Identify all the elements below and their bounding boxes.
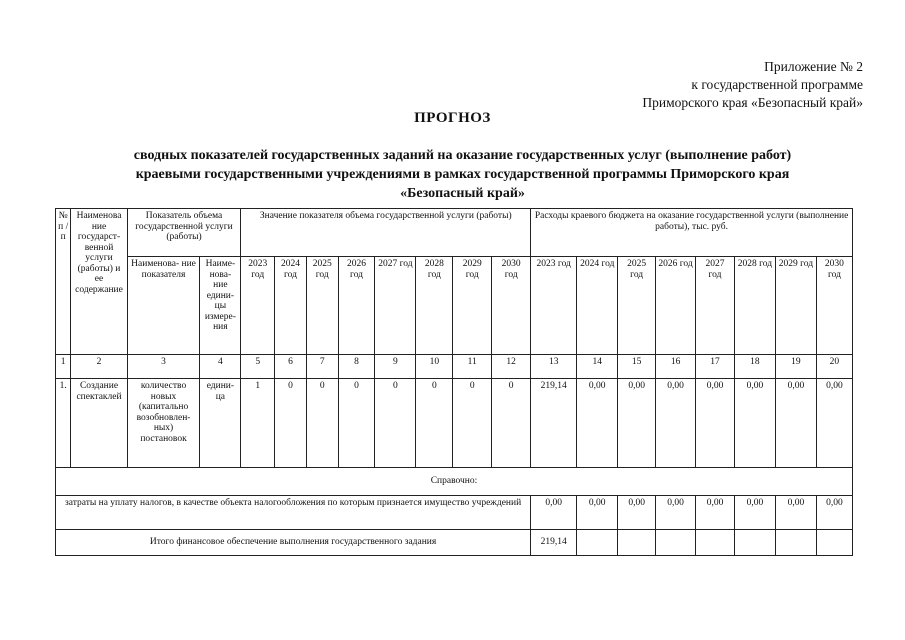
- column-number: 9: [375, 355, 416, 379]
- header-service-name: Наименова ние государст- венной услуги (работы) и ее содержание: [71, 209, 127, 355]
- value-cell: 0: [453, 379, 492, 467]
- expense-cell: 0,00: [656, 379, 696, 467]
- taxes-cell: 0,00: [618, 495, 656, 529]
- indicator-unit: едини- ца: [200, 379, 241, 467]
- value-cell: 0: [375, 379, 416, 467]
- subtitle-line-1: сводных показателей государственных заданий на оказание государственных услуг (выполнение работ): [133, 148, 792, 163]
- column-number: 15: [618, 355, 656, 379]
- empty-cell: [618, 529, 656, 555]
- header-indicator: Показатель объема государственной услуги (работы): [127, 209, 241, 257]
- column-number: 14: [577, 355, 618, 379]
- column-number: 8: [338, 355, 375, 379]
- taxes-label: затраты на уплату налогов, в качестве объекта налогообложения по которым признается имущество учреждений: [56, 495, 531, 529]
- value-cell: 1: [241, 379, 275, 467]
- header-expense-year: 2026 год: [656, 257, 696, 355]
- taxes-cell: 0,00: [775, 495, 816, 529]
- empty-cell: [656, 529, 696, 555]
- empty-cell: [577, 529, 618, 555]
- taxes-cell: 0,00: [816, 495, 852, 529]
- forecast-table: [55, 208, 853, 556]
- header-value-year: 2023 год: [241, 257, 275, 355]
- column-number: 2: [71, 355, 127, 379]
- taxes-cell: 0,00: [656, 495, 696, 529]
- column-number: 18: [734, 355, 775, 379]
- total-label: Итого финансовое обеспечение выполнения государственного задания: [56, 529, 531, 555]
- expense-cell: 0,00: [816, 379, 852, 467]
- value-cell: 0: [306, 379, 338, 467]
- header-indicator-unit: Наиме- нова- ние едини- цы измере- ния: [200, 257, 241, 355]
- table-row: [56, 379, 853, 467]
- row-number: 1.: [56, 379, 71, 467]
- appendix-line-2: к государственной программе: [691, 77, 863, 92]
- empty-cell: [696, 529, 735, 555]
- taxes-cell: 0,00: [696, 495, 735, 529]
- column-numbers-row: [56, 355, 853, 379]
- appendix-line-3: Приморского края «Безопасный край»: [642, 95, 863, 110]
- header-expense-year: 2029 год: [775, 257, 816, 355]
- header-expense-year: 2023 год: [531, 257, 577, 355]
- reference-row: [56, 467, 853, 495]
- value-cell: 0: [275, 379, 307, 467]
- appendix-block: [603, 58, 863, 112]
- header-expense-year: 2027 год: [696, 257, 735, 355]
- column-number: 7: [306, 355, 338, 379]
- taxes-cell: 0,00: [734, 495, 775, 529]
- total-row: [56, 529, 853, 555]
- header-expenses-group: Расходы краевого бюджета на оказание государственной услуги (выполнение работы), тыс. руб.: [531, 209, 853, 257]
- taxes-row: [56, 495, 853, 529]
- appendix-line-1: Приложение № 2: [764, 59, 863, 74]
- column-number: 3: [127, 355, 200, 379]
- column-number: 4: [200, 355, 241, 379]
- expense-cell: 0,00: [577, 379, 618, 467]
- taxes-cell: 0,00: [577, 495, 618, 529]
- column-number: 13: [531, 355, 577, 379]
- header-value-year: 2025 год: [306, 257, 338, 355]
- empty-cell: [816, 529, 852, 555]
- column-number: 12: [492, 355, 531, 379]
- subtitle-line-3: «Безопасный край»: [400, 186, 525, 201]
- column-number: 16: [656, 355, 696, 379]
- header-value-year: 2030 год: [492, 257, 531, 355]
- column-number: 19: [775, 355, 816, 379]
- column-number: 11: [453, 355, 492, 379]
- header-expense-year: 2030 год: [816, 257, 852, 355]
- empty-cell: [734, 529, 775, 555]
- value-cell: 0: [416, 379, 453, 467]
- header-value-year: 2028 год: [416, 257, 453, 355]
- indicator-name: количество новых (капитально возобновлен- ных) постановок: [127, 379, 200, 467]
- header-expense-year: 2028 год: [734, 257, 775, 355]
- column-number: 5: [241, 355, 275, 379]
- header-value-year: 2027 год: [375, 257, 416, 355]
- value-cell: 0: [492, 379, 531, 467]
- column-number: 20: [816, 355, 852, 379]
- document-subtitle: [90, 146, 835, 203]
- column-number: 17: [696, 355, 735, 379]
- column-number: 1: [56, 355, 71, 379]
- expense-cell: 0,00: [618, 379, 656, 467]
- header-expense-year: 2025 год: [618, 257, 656, 355]
- total-value: 219,14: [531, 529, 577, 555]
- header-expense-year: 2024 год: [577, 257, 618, 355]
- value-cell: 0: [338, 379, 375, 467]
- column-number: 10: [416, 355, 453, 379]
- taxes-cell: 0,00: [531, 495, 577, 529]
- document-title: ПРОГНОЗ: [414, 110, 491, 126]
- empty-cell: [775, 529, 816, 555]
- expense-cell: 219,14: [531, 379, 577, 467]
- header-values-group: Значение показателя объема государственной услуги (работы): [241, 209, 531, 257]
- expense-cell: 0,00: [775, 379, 816, 467]
- header-indicator-name: Наименова- ние показателя: [127, 257, 200, 355]
- expense-cell: 0,00: [696, 379, 735, 467]
- column-number: 6: [275, 355, 307, 379]
- service-name: Создание спектаклей: [71, 379, 127, 467]
- header-number: № п / п: [56, 209, 71, 355]
- header-value-year: 2026 год: [338, 257, 375, 355]
- reference-label: Справочно:: [56, 467, 853, 495]
- header-value-year: 2024 год: [275, 257, 307, 355]
- expense-cell: 0,00: [734, 379, 775, 467]
- header-value-year: 2029 год: [453, 257, 492, 355]
- subtitle-line-2: краевыми государственными учреждениями в рамках государственной программы Приморского края: [135, 167, 790, 182]
